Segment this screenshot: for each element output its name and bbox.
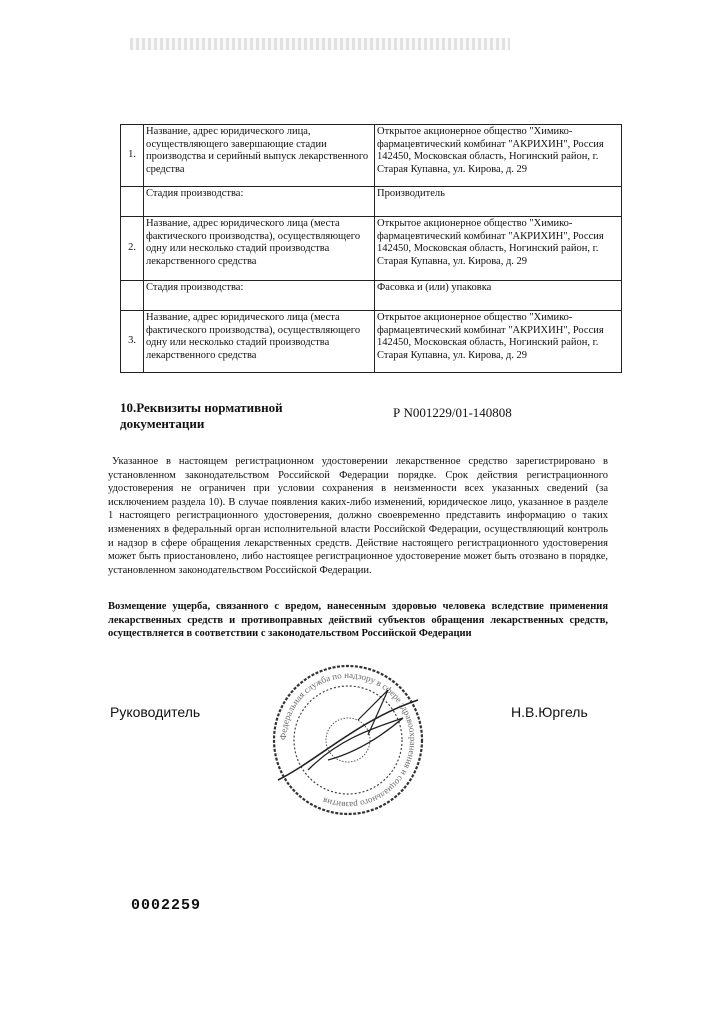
scan-artifact — [130, 38, 510, 50]
table-row — [121, 311, 622, 373]
section-10-title: 10.Реквизиты нормативной документации — [120, 400, 283, 431]
row-number: 3. — [121, 311, 144, 373]
row-value: Открытое акционерное общество "Химико-фармацевтический комбинат "АКРИХИН", Россия 142450, Московская область, Ногинский район, г. Старая Купавна, ул. Кирова, д. 29 — [375, 125, 622, 187]
table-row — [121, 217, 622, 281]
table-row — [121, 125, 622, 187]
table-row — [121, 281, 622, 311]
row-number — [121, 281, 144, 311]
signer-name: Н.В.Юргель — [511, 704, 588, 720]
row-label: Стадия производства: — [144, 187, 375, 217]
form-serial-number: 0002259 — [131, 897, 202, 914]
registration-table — [120, 124, 622, 373]
signer-title: Руководитель — [110, 704, 201, 720]
row-value: Открытое акционерное общество "Химико-фармацевтический комбинат "АКРИХИН", Россия 142450, Московская область, Ногинский район, г. Старая Купавна, ул. Кирова, д. 29 — [375, 311, 622, 373]
row-value: Открытое акционерное общество "Химико-фармацевтический комбинат "АКРИХИН", Россия 142450, Московская область, Ногинский район, г. Старая Купавна, ул. Кирова, д. 29 — [375, 217, 622, 281]
official-seal-stamp — [268, 660, 428, 820]
validity-paragraph: Указанное в настоящем регистрационном удостоверении лекарственное средство зарегистрировано в установленном законодательством Российской Федерации порядке. Срок действия регистрационного удостоверения не ограничен при условии сохранения в неизменности всех указанных сведений (за исключением раздела 10). В случае появления каких-либо изменений, юридическое лицо, указанное в разделе 1 настоящего регистрационного удостоверения, должно своевременно представить информацию о таких изменениях в федеральный орган исполнительной власти Российской Федерации, осуществляющий контроль и надзор в сфере обращения лекарственных средств. Действие настоящего регистрационного удостоверения может быть приостановлено, либо настоящее регистрационное удостоверение может быть отозвано в порядке, установленном законодательством Российской Федерации. — [108, 456, 608, 576]
row-value: Фасовка и (или) упаковка — [375, 281, 622, 311]
row-number: 2. — [121, 217, 144, 281]
row-label: Стадия производства: — [144, 281, 375, 311]
row-label: Название, адрес юридического лица (места фактического производства), осуществляющего одну или несколько стадий производства лекарственного средства — [144, 311, 375, 373]
row-value: Производитель — [375, 187, 622, 217]
damages-paragraph: Возмещение ущерба, связанного с вредом, нанесенным здоровью человека вследствие применения лекарственных средств и противоправных действий субъектов обращения лекарственных средств, осуществляется в соответствии с законодательством Российской Федерации — [108, 601, 608, 640]
row-number — [121, 187, 144, 217]
section-10-value: Р N001229/01-140808 — [393, 405, 512, 420]
table-row — [121, 187, 622, 217]
row-label: Название, адрес юридического лица (места фактического производства), осуществляющего одну или несколько стадий производства лекарственного средства — [144, 217, 375, 281]
stamp-ring-text: Федеральная служба по надзору в сфере здравоохранения и социального развития — [277, 669, 419, 811]
row-label: Название, адрес юридического лица, осуществляющего завершающие стадии производства и серийный выпуск лекарственного средства — [144, 125, 375, 187]
row-number: 1. — [121, 125, 144, 187]
